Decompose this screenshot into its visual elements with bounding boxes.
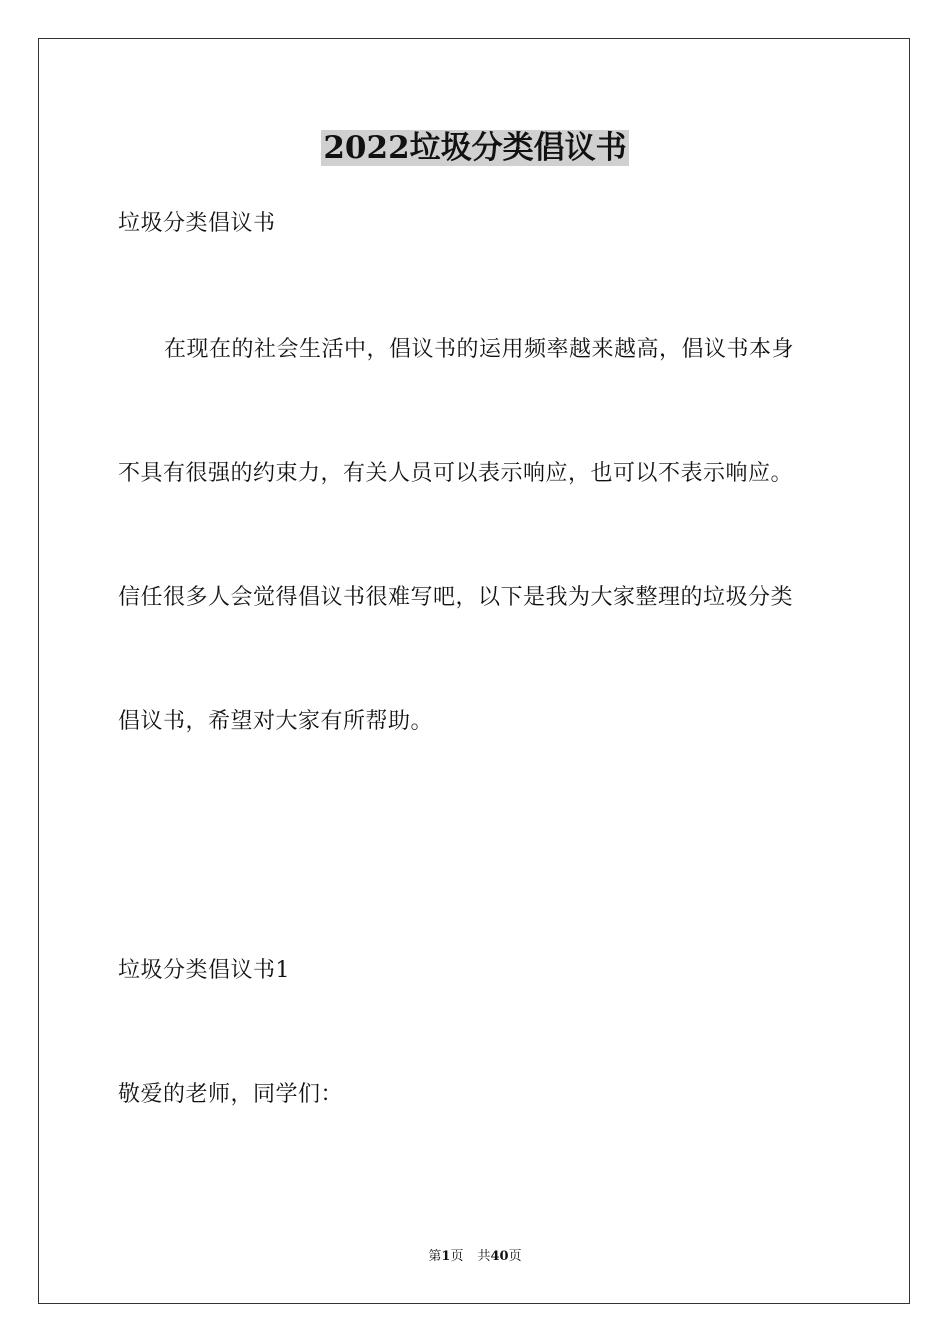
footer-page-suffix: 页 [450,1249,464,1264]
document-title [0,126,950,170]
paragraph-line: 信任很多人会觉得倡议书很难写吧，以下是我为大家整理的垃圾分类 [118,585,794,610]
footer-total-pages: 40 [490,1249,509,1264]
paragraph-line: 在现在的社会生活中，倡议书的运用频率越来越高，倡议书本身 [164,337,795,362]
salutation-line: 敬爱的老师，同学们： [118,1082,344,1107]
subtitle-line: 垃圾分类倡议书 [118,211,276,236]
footer-total-prefix: 共 [477,1249,491,1264]
paragraph-line: 倡议书，希望对大家有所帮助。 [118,709,434,734]
section-heading: 垃圾分类倡议书1 [118,958,290,983]
footer-total-suffix: 页 [508,1249,522,1264]
page-footer [0,1248,950,1266]
footer-page-number: 1 [441,1249,451,1264]
document-title-text: 2022垃圾分类倡议书 [323,130,627,166]
footer-page-prefix: 第 [428,1249,442,1264]
paragraph-line: 不具有很强的约束力，有关人员可以表示响应，也可以不表示响应。 [118,461,794,486]
